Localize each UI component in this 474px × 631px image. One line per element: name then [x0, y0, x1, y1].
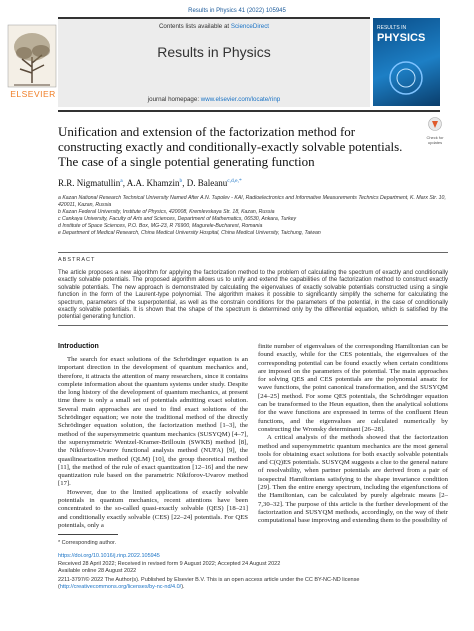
abstract-bottom-rule	[58, 325, 448, 326]
author-name[interactable]: A.A. Khamzin	[126, 178, 180, 188]
affiliation: a Kazan National Research Technical University Named After A.N. Tupolev - KAI, Radioelectronics and Informative Measurements Technics Department, K. Marx Str. 10, 420011, Kazan, Russia	[58, 195, 446, 208]
license-link[interactable]: http://creativecommons.org/licenses/by-nc-nd/4.0/	[59, 583, 182, 590]
introduction-heading: Introduction	[58, 343, 99, 350]
doi-url[interactable]: https://doi.org/10.1016/j.rinp.2022.105945	[58, 553, 160, 559]
author-separator: ,	[122, 178, 127, 188]
author-affil-mark[interactable]: a	[120, 178, 123, 184]
journal-title: Results in Physics	[157, 44, 271, 60]
author-affil-mark[interactable]: c,d,e,*	[227, 178, 242, 184]
affiliation: c Cankaya University, Faculty of Arts and Sciences, Department of Mathematics, 06530, Ankara, Turkey	[58, 216, 297, 222]
contents-line	[58, 23, 370, 30]
affiliation: d Institute of Space Sciences, P.O. Box, MG-23, R 76900, Magurele-Bucharest, Romania	[58, 223, 263, 229]
left-column	[58, 356, 248, 530]
license-suffix: ).	[181, 583, 185, 590]
author-name[interactable]: R.R. Nigmatullin	[58, 178, 121, 188]
publisher-name: ELSEVIER	[10, 89, 56, 99]
homepage-prefix: journal homepage:	[147, 96, 201, 103]
author-affil-mark[interactable]: b	[179, 178, 183, 184]
author-list	[58, 178, 242, 188]
affiliation: b Kazan Federal University, Institute of Physics, 420008, Kremlevskaya Str. 18, Kazan, Russia	[58, 209, 275, 215]
homepage-line	[58, 96, 370, 103]
homepage-link[interactable]: www.elsevier.com/locate/rinp	[200, 96, 281, 103]
author-separator: ,	[182, 178, 187, 188]
paragraph: The search for exact solutions of the Schrödinger equation is an important direction in the development of quantum mechanics and, therefore, it attracts the attention of many researchers, since it contains complete information about the quantum systems under study. Despite the long history of the development of quantum mechanics, at present time there is only a small set of potentials admitting exact solution. Several main approaches are used to find exact solutions of the Schrödinger equation; we note the traditional method of the directly Schrödinger equation solution, the factorization method [1–3], the method of the supersymmetric quantum mechanics (SUSYQM) [4–7], the supersymmetric Wentzel-Kramer-Brillouin (SWKB) method [8], the Nikiforov-Uvarov functional analysis method (NUFA) [9], the quasilinearization method (QLM) [10], the group theoretical method [11], the method of the rule of exact quantization [12–16] and the new quantization rule based on the parametric Nikiforov-Uvarov method [17].	[58, 356, 248, 488]
header-rule	[58, 110, 440, 112]
abstract-text: The article proposes a new algorithm for applying the factorization method to the problem of calculating the spectrum of exactly and conditionally exactly solvable potentials. The proposed algorithm allows us to unify and extend the capabilities of the factorization method to construct exactly solvable potentials. The new approach is demonstrated by calculating the eigenvalues of exactly solvable potentials constructed using a single function in the form of the Laurent-type polynomial. The algorithm makes it possible to significantly simplify the scheme for calculating the spectrum, parameters of the superpotential, as well as the constrain conditions for the parameters of the potential, in the case of conditionally exactly solvable potentials. It is shown that the shape of the spectrum is determined only by the differential equation, which is satisfied by the potential generating function.	[58, 270, 448, 321]
journal-header	[58, 17, 370, 107]
check-for-updates-badge[interactable]	[425, 117, 445, 145]
paragraph: A critical analysis of the methods showed that the factorization method and supersymmetric quantum mechanics are the most general tools for obtaining exact solutions for both exactly solvable potentials and C(Q)ES potentials. SUSYQM suggests a clue to the general nature of resolvability, when partner potentials are derived from a pair of isospectral Hamiltonians satisfying to the shape invariance condition [29]. Then the entire energy spectrum, including the eigenfunctions of the Hamiltonian, can be calculated by purely algebraic means [2–7,30–32]. The purpose of this article is the further development of the factorization and SUSYQM methods, accordingly, on the way of their computational base improving and extending them to the possibility of	[258, 434, 448, 525]
cover-line2: PHYSICS	[377, 32, 426, 44]
right-column	[258, 343, 448, 526]
footnote-rule	[58, 534, 118, 535]
author-name[interactable]: D. Baleanu	[186, 178, 228, 188]
contents-prefix: Contents lists available at	[158, 23, 231, 30]
abstract-top-rule	[58, 252, 448, 253]
corresponding-note: * Corresponding author.	[58, 540, 117, 546]
doi-link[interactable]	[58, 553, 448, 560]
affiliation: e Department of Medical Research, China Medical University Hospital, China Medical University, Taichung, Taiwan	[58, 230, 321, 236]
journal-cover-thumbnail[interactable]	[373, 18, 440, 106]
license-prefix: 2211-3797/© 2022 The Author(s). Published by Elsevier B.V. This is an open access article under the CC BY-NC-ND license (	[58, 577, 360, 590]
online-date: Available online 28 August 2022	[58, 568, 137, 574]
paragraph: finite number of eigenvalues of the corresponding Hamiltonian can be found exactly, while for the CES potentials, the eigenvalues of the corresponding potential can be found exactly when certain conditions are imposed on the parameters of the potential. The main approaches for solving QES and CES potentials are the polynomial ansatz for wave functions, the point canonical transformation, and the SUSYQM [24–25] method. For some QES potentials, the Schrödinger equation can be transformed to the Heun equation, then the analytical solutions for the wave functions are expressed in terms of the confluent Heun functions, and the eigenvalues are calculated numerically by constructing the Wronsky determinant [26–28].	[258, 343, 448, 433]
sciencedirect-link[interactable]: ScienceDirect	[230, 23, 270, 30]
check-updates-icon	[427, 117, 443, 131]
journal-reference[interactable]: Results in Physics 41 (2022) 105945	[188, 8, 286, 14]
license-note	[58, 577, 448, 591]
abstract-label: ABSTRACT	[58, 257, 96, 263]
cover-line1: RESULTS IN	[377, 25, 407, 31]
received-dates: Received 28 April 2022; Received in revised form 9 August 2022; Accepted 24 August 2022	[58, 561, 281, 567]
article-title: Unification and extension of the factorization method for constructing exactly and conditionally-exactly solvable potentials. The case of a single potential generating function	[58, 124, 403, 169]
cover-graphic-icon	[379, 58, 434, 98]
paragraph: However, due to the limited applications of exactly solvable potentials in quantum mechanics, recent attentions have been concentrated to the so-called quasi-exactly solvable (QES) [18–21] and conditionally exactly solvable (CES) [22–24] potentials. For QES potentials, only a	[58, 488, 248, 529]
check-updates-label: Check for updates	[426, 135, 444, 145]
